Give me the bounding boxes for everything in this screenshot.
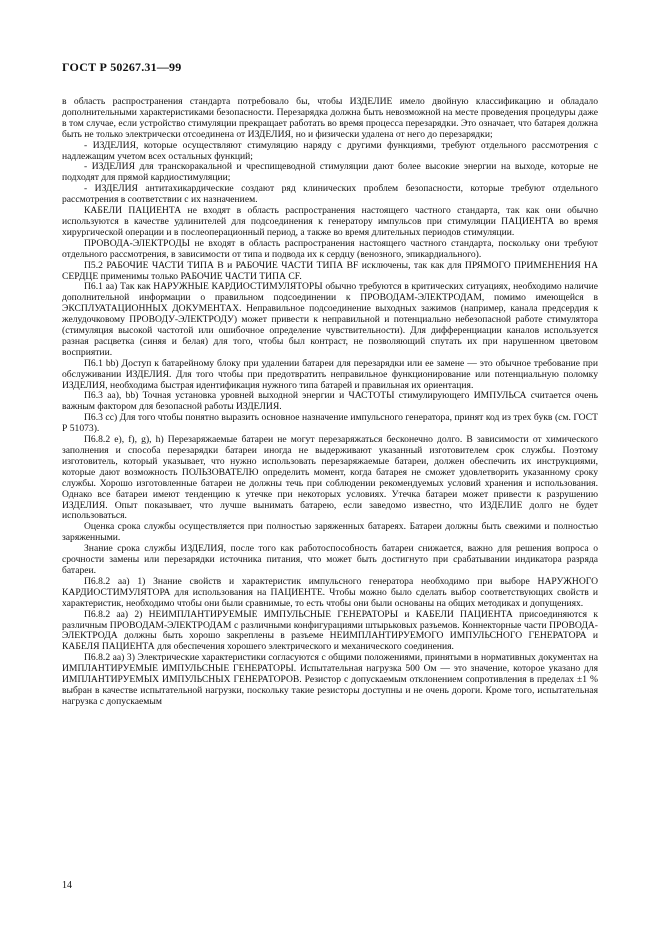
paragraph: П6.3 аа), bb) Точная установка уровней выходной энергии и ЧАСТОТЫ стимулирующего ИМПУЛЬСА считается очень важным фактором для безопасной работы ИЗДЕЛИЯ. [62,390,598,413]
paragraph: КАБЕЛИ ПАЦИЕНТА не входят в область распространения настоящего частного стандарта, так как они обычно используются в качестве удлинителей для подсоединения к генератору импульсов при стимуляции ПАЦИЕНТА во время хирургической операции и в послеоперационный период, а также во время длительных периодов стимуляции. [62,205,598,238]
list-item: - ИЗДЕЛИЯ антитахикардические создают ряд клинических проблем безопасности, которые требуют отдельного рассмотрения в соответствии с их назначением. [62,183,598,206]
paragraph: П6.8.2 е), f), g), h) Перезаряжаемые батареи не могут перезаряжаться бесконечно долго. В зависимости от химического заполнения и способа перезарядки батареи иногда не выдерживают указанный изготовителем срок службы. Поэтому изготовитель, который указывает, что нужно использовать перезаряжаемые батареи, должен обеспечить их инструкциями, которые дают возможность ПОЛЬЗОВАТЕЛЮ определить момент, когда батарея не сможет удовлетворить указанному сроку службы. Хорошо изготовленные батареи не должны течь при соблюдении рекомендуемых условий хранения и использования. Однако все батареи имеют тенденцию к утечке при некоторых условиях. Утечка батареи может привести к разрушению ИЗДЕЛИЯ. Опыт показывает, что лучше вынимать батарею, если заведомо известно, что ИЗДЕЛИЕ долго не будет использоваться. [62,434,598,522]
paragraph: П6.3 сс) Для того чтобы понятно выразить основное назначение импульсного генератора, принят код из трех букв (см. ГОСТ Р 51073). [62,412,598,435]
paragraph: Оценка срока службы осуществляется при полностью заряженных батареях. Батареи должны быть свежими и полностью заряженными. [62,521,598,544]
paragraph: П6.8.2 аа) 1) Знание свойств и характеристик импульсного генератора необходимо при выборе НАРУЖНОГО КАРДИОСТИМУЛЯТОРА для использования на ПАЦИЕНТЕ. Чтобы можно было сделать выбор соответствующих свойств и характеристик, необходимо чтобы они были сравнимые, то есть чтобы они были основаны на общих методиках и допущениях. [62,575,598,609]
paragraph: П5.2 РАБОЧИЕ ЧАСТИ ТИПА В и РАБОЧИЕ ЧАСТИ ТИПА BF исключены, так как для ПРЯМОГО ПРИМЕНЕНИЯ НА СЕРДЦЕ применимы только РАБОЧИЕ ЧАСТИ ТИПА CF. [62,259,598,282]
paragraph: Знание срока службы ИЗДЕЛИЯ, после того как работоспособность батареи снижается, важно для решения вопроса о срочности замены или перезарядки источника питания, что может быть достигнуто при срабатывании индикатора разряда батареи. [62,543,598,576]
paragraph: П6.1 bb) Доступ к батарейному блоку при удалении батареи для перезарядки или ее замене — это обычное требование при обслуживании ИЗДЕЛИЯ. Для того чтобы при предотвратить неправильное функционирование или потенциальную поломку ИЗДЕЛИЯ, необходима быстрая идентификация нужного типа батарей и правильная их ориентация. [62,357,598,391]
page-number: 14 [62,880,72,891]
body-text [62,97,598,708]
paragraph: П6.1 аа) Так как НАРУЖНЫЕ КАРДИОСТИМУЛЯТОРЫ обычно требуются в критических ситуациях, необходимо наличие дополнительной информации о правильном подсоединении к ПРОВОДАМ-ЭЛЕКТРОДАМ, помимо имеющейся в ЭКСПЛУАТАЦИОННЫХ ДОКУМЕНТАХ. Неправильное подсоединение выходных зажимов (например, канала предсердия к желудочковому ПРОВОДУ-ЭЛЕКТРОДУ) может привести к неправильной и потенциально небезопасной работе стимулятора (стимуляция высокой частотой или ошибочное определение чувствительности). Для дифференциации каналов используется разная расцветка (синяя и белая) для того, чтобы был контраст, не позволяющий спутать их при нарушенном цветовом восприятии. [62,281,598,358]
document-header: ГОСТ Р 50267.31—99 [62,60,182,74]
paragraph: П6.8.2 аа) 2) НЕИМПЛАНТИРУЕМЫЕ ИМПУЛЬСНЫЕ ГЕНЕРАТОРЫ и КАБЕЛИ ПАЦИЕНТА присоединяются к различным ПРОВОДАМ-ЭЛЕКТРОДАМ с различными конфигурациями штырьковых разъемов. Коннекторные части ПРОВОДА-ЭЛЕКТРОДА должны быть хорошо закреплены в разъеме НЕИМПЛАНТИРУЕМОГО ИМПУЛЬСНОГО ГЕНЕРАТОРА и КАБЕЛЯ ПАЦИЕНТА для обеспечения хорошего электрического и механического соединения. [62,608,598,653]
paragraph: П6.8.2 аа) 3) Электрические характеристики согласуются с общими положениями, принятыми в нормативных документах на ИМПЛАНТИРУЕМЫЕ ИМПУЛЬСНЫЕ ГЕНЕРАТОРЫ. Испытательная нагрузка 500 Ом — это значение, которое указано для ИМПЛАНТИРУЕМЫХ ИМПУЛЬСНЫХ ГЕНЕРАТОРОВ. Резистор с допускаемым отклонением сопротивления в пределах ±1 % выбран в качестве испытательной нагрузки, поскольку такие резисторы доступны и не очень дороги. Кроме того, испытательная нагрузка с допускаемым [62,652,598,707]
paragraph: ПРОВОДА-ЭЛЕКТРОДЫ не входят в область распространения настоящего частного стандарта, поскольку они требуют отдельного рассмотрения, в зависимости от типа и подвода их к сердцу (венозного, эпикардиального). [62,237,598,260]
paragraph: в область распространения стандарта потребовало бы, чтобы ИЗДЕЛИЕ имело двойную классификацию и обладало дополнительными характеристиками безопасности. Перезарядка должна быть невозможной на месте проведения процедуры даже в том случае, если устройство стимуляции прекращает работать во время процесса перезарядки. Это означает, что батарея должна быть не только электрически отсоединена от ИЗДЕЛИЯ, но и физически удалена от него до перезарядки; [62,96,598,140]
list-item: - ИЗДЕЛИЯ для транскоракальной и чреспищеводной стимуляции дают более высокие энергии на выходе, которые не подходят для прямой кардиостимуляции; [62,161,598,184]
list-item: - ИЗДЕЛИЯ, которые осуществляют стимуляцию наряду с другими функциями, требуют отдельного рассмотрения с надлежащим учетом всех остальных функций; [62,139,598,162]
